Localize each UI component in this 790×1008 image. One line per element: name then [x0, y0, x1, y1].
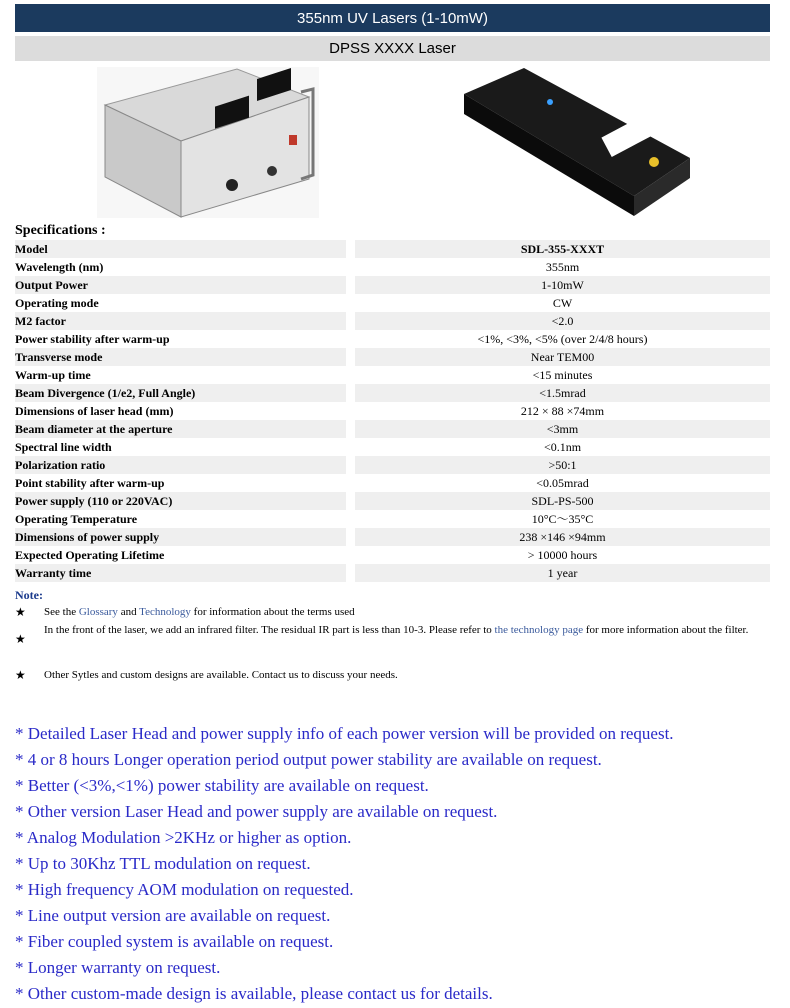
- spec-value: Near TEM00: [355, 348, 770, 366]
- spec-label: Power stability after warm-up: [15, 332, 170, 346]
- spec-label: Spectral line width: [15, 440, 112, 454]
- list-item: * Line output version are available on request.: [15, 906, 331, 925]
- note-text-part: for information about the terms used: [190, 606, 355, 618]
- spec-row-beam-divergence: [15, 384, 770, 402]
- note-item: [15, 666, 755, 684]
- spec-value: SDL-PS-500: [355, 492, 770, 510]
- spec-row-m2-factor: [15, 312, 770, 330]
- spec-value: <3mm: [355, 420, 770, 438]
- spec-row-warmup-time: [15, 366, 770, 384]
- spec-label: Operating Temperature: [15, 512, 138, 526]
- spec-value: 1-10mW: [355, 276, 770, 294]
- spec-value: <2.0: [355, 312, 770, 330]
- spec-row-power-stability: [15, 330, 770, 348]
- spec-value: SDL-355-XXXT: [355, 240, 770, 258]
- spec-label: Transverse mode: [15, 348, 346, 366]
- product-subtitle: DPSS XXXX Laser: [329, 40, 456, 57]
- spec-row-polarization-ratio: [15, 456, 770, 474]
- spec-value: > 10000 hours: [527, 548, 598, 562]
- power-supply-image: [97, 67, 319, 218]
- spec-label: Beam Divergence (1/e2, Full Angle): [15, 384, 346, 402]
- spec-value: 238 ×146 ×94mm: [355, 528, 770, 546]
- spec-row-laser-head-dimensions: [15, 402, 770, 420]
- spec-value: <0.1nm: [543, 440, 582, 454]
- spec-row-point-stability: [15, 474, 770, 492]
- note-text: [44, 603, 755, 621]
- note-item: [15, 621, 755, 648]
- note-item: [15, 603, 755, 621]
- list-item: * Other version Laser Head and power supply are available on request.: [15, 802, 498, 821]
- spec-row-warranty-time: [15, 564, 770, 582]
- note-text-part: See the: [44, 606, 79, 618]
- page-title: 355nm UV Lasers (1-10mW): [297, 9, 488, 27]
- note-text-part: for more information about the filter.: [583, 624, 749, 636]
- spec-label: Dimensions of power supply: [15, 528, 346, 546]
- spec-row-operating-lifetime: [15, 546, 770, 564]
- spec-label: M2 factor: [15, 312, 346, 330]
- spec-label: Warm-up time: [15, 368, 91, 382]
- page-title-bar: [15, 4, 770, 32]
- spec-row-power-supply: [15, 492, 770, 510]
- spec-value: <1%, <3%, <5% (over 2/4/8 hours): [477, 332, 648, 346]
- spec-value: <0.05mrad: [536, 476, 589, 490]
- star-icon: ★: [15, 605, 26, 619]
- spec-label: Operating mode: [15, 296, 99, 310]
- spec-value: <1.5mrad: [355, 384, 770, 402]
- list-item: * Better (<3%,<1%) power stability are available on request.: [15, 776, 429, 795]
- list-item: * Analog Modulation >2KHz or higher as option.: [15, 828, 352, 847]
- list-item: * Detailed Laser Head and power supply info of each power version will be provided on request.: [15, 724, 674, 743]
- spec-label: Polarization ratio: [15, 456, 346, 474]
- note-text: Other Sytles and custom designs are available. Contact us to discuss your needs.: [44, 669, 398, 681]
- spec-row-operating-mode: [15, 294, 770, 312]
- list-item: * Longer warranty on request.: [15, 958, 221, 977]
- spec-row-power-supply-dimensions: [15, 528, 770, 546]
- list-item: * Up to 30Khz TTL modulation on request.: [15, 854, 311, 873]
- laser-head-image: [454, 66, 690, 218]
- spec-label: Beam diameter at the aperture: [15, 420, 346, 438]
- request-options-list: [15, 722, 775, 1008]
- spec-value: 1 year: [355, 564, 770, 582]
- spec-label: Warranty time: [15, 564, 346, 582]
- spec-row-model: [15, 240, 770, 258]
- spec-row-transverse-mode: [15, 348, 770, 366]
- note-heading: Note:: [15, 588, 43, 602]
- spec-value: CW: [552, 296, 573, 310]
- spec-label: Power supply (110 or 220VAC): [15, 492, 346, 510]
- spec-row-wavelength: [15, 258, 770, 276]
- technology-link[interactable]: Technology: [139, 606, 191, 618]
- spec-value: 10°C～35°C: [531, 512, 594, 526]
- note-text: [44, 621, 755, 648]
- glossary-link[interactable]: Glossary: [78, 606, 118, 618]
- star-icon: ★: [15, 632, 26, 646]
- spec-value: 212 × 88 ×74mm: [520, 404, 605, 418]
- spec-value: 355nm: [545, 260, 580, 274]
- specifications-heading: Specifications :: [15, 223, 106, 238]
- note-text-part: and: [117, 606, 140, 618]
- spec-label: Model: [15, 240, 346, 258]
- product-subtitle-bar: [15, 36, 770, 61]
- star-icon: ★: [15, 668, 26, 682]
- list-item: * Fiber coupled system is available on request.: [15, 932, 334, 951]
- spec-label: Expected Operating Lifetime: [15, 548, 165, 562]
- spec-label: Output Power: [15, 276, 346, 294]
- spec-label: Dimensions of laser head (mm): [15, 404, 174, 418]
- list-item: * High frequency AOM modulation on requested.: [15, 880, 354, 899]
- spec-row-output-power: [15, 276, 770, 294]
- spec-label: Wavelength (nm): [15, 260, 104, 274]
- specifications-table: [15, 240, 770, 582]
- list-item: * Other custom-made design is available, please contact us for details.: [15, 984, 493, 1003]
- technology-page-link[interactable]: the technology page: [494, 624, 584, 636]
- note-text-part: In the front of the laser, we add an infrared filter. The residual IR part is less than 10-3. Please refer to: [44, 624, 495, 636]
- list-item: * 4 or 8 hours Longer operation period output power stability are available on request.: [15, 750, 602, 769]
- spec-value: <15 minutes: [532, 368, 593, 382]
- spec-value: >50:1: [355, 456, 770, 474]
- spec-row-beam-diameter: [15, 420, 770, 438]
- spec-row-spectral-line-width: [15, 438, 770, 456]
- spec-label: Point stability after warm-up: [15, 476, 165, 490]
- spec-row-operating-temperature: [15, 510, 770, 528]
